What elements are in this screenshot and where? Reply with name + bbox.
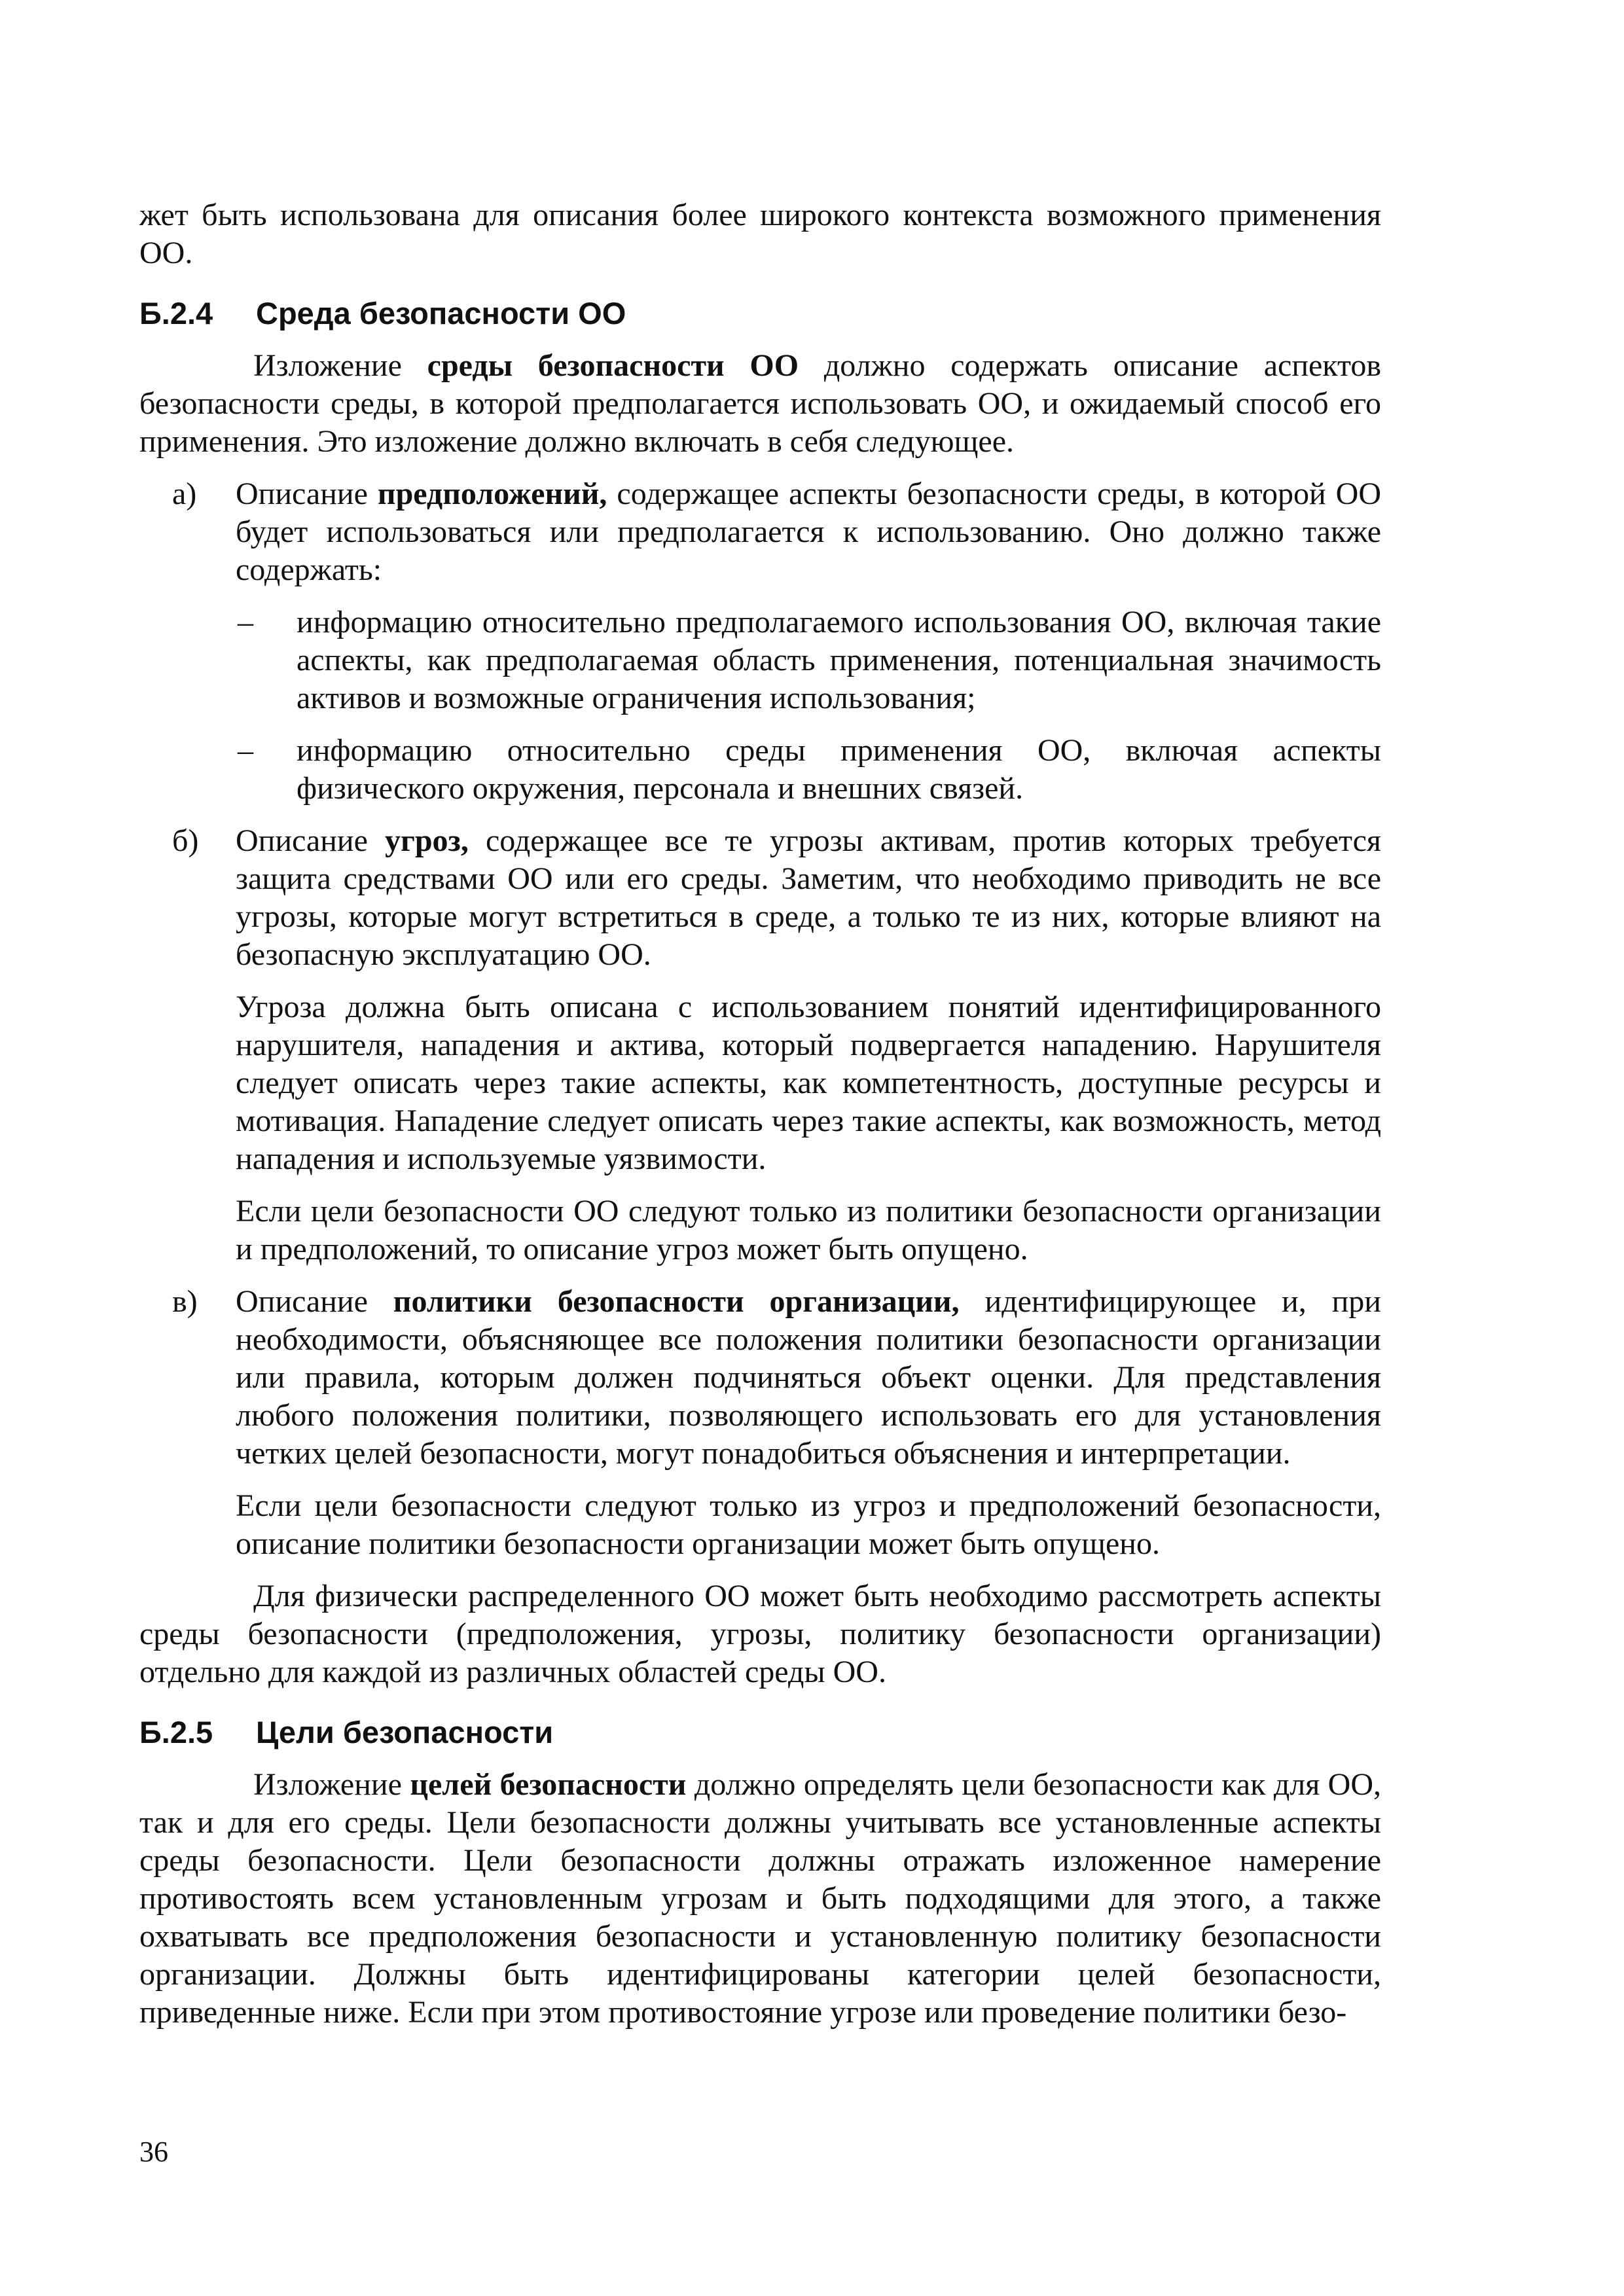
section-heading-b24 — [139, 295, 1381, 332]
bold-term: среды безопасности ОО — [427, 348, 799, 383]
list-item-b-paragraph: Угроза должна быть описана с использованием понятий идентифицированного нарушителя, нападения и актива, который подвергается нападению. Нарушителя следует описать через такие аспекты, как компетентность, доступные ресурсы и мотивация. Нападение следует описать через такие аспекты, как возможность, метод нападения и используемые уязвимости. — [236, 990, 1381, 1176]
paragraph-b24-end: Для физически распределенного ОО может быть необходимо рассмотреть аспекты среды безопасности (предположения, угрозы, политику безопасности организации) отдельно для каждой из различных областей среды ОО. — [139, 1579, 1381, 1689]
bold-term: угроз, — [385, 823, 469, 858]
list-item-text: Описание угроз, содержащее все те угрозы активам, против которых требуется защита средствами ОО или его среды. Заметим, что необходимо приводить не все угрозы, которые могут встретиться в среде, а только те из них, которые влияют на безопасную эксплуатацию ОО. — [236, 823, 1381, 972]
document-body — [139, 196, 1381, 2032]
section-number: Б.2.4 — [139, 296, 213, 331]
dash-list-item — [139, 732, 1381, 808]
section-number: Б.2.5 — [139, 1715, 213, 1749]
list-item-b — [139, 822, 1381, 974]
paragraph-b25-intro: Изложение целей безопасности должно определять цели безопасности как для ОО, так и для его среды. Цели безопасности должны учитывать все установленные аспекты среды безопасности. Цели безопасности должны отражать изложенное намерение противостоять всем установленным угрозам и быть подходящими для этого, а также охватывать все предположения безопасности и установленную политику безопасности организации. Должны быть идентифицированы категории целей безопасности, приведенные ниже. Если при этом противостояние угрозе или проведение политики безо- — [139, 1767, 1382, 2030]
paragraph-b24-intro: Изложение среды безопасности ОО должно содержать описание аспектов безопасности среды, в которой предполагается использовать ОО, и ожидаемый способ его применения. Это изложение должно включать в себя следующее. — [139, 348, 1382, 459]
dash-marker: – — [238, 733, 253, 768]
dash-marker: – — [238, 605, 253, 639]
dash-item-text: информацию относительно среды применения ОО, включая аспекты физического окружения, персонала и внешних связей. — [297, 733, 1381, 806]
page-number: 36 — [139, 2136, 168, 2168]
bold-term: политики безопасности организации, — [393, 1284, 960, 1319]
section-title: Цели безопасности — [256, 1715, 554, 1749]
list-item-b-paragraph: Если цели безопасности ОО следуют только из политики безопасности организации и предположений, то описание угроз может быть опущено. — [236, 1194, 1381, 1266]
list-item-v-paragraph: Если цели безопасности следуют только из угроз и предположений безопасности, описание политики безопасности организации может быть опущено. — [236, 1488, 1381, 1561]
bold-term: целей безопасности — [410, 1767, 687, 1802]
list-marker: а) — [172, 476, 197, 511]
dash-list-item — [139, 603, 1381, 717]
list-item-a — [139, 475, 1381, 589]
section-title: Среда безопасности ОО — [256, 296, 626, 331]
list-item-v — [139, 1283, 1381, 1473]
bold-term: предположений, — [377, 476, 607, 511]
section-heading-b25 — [139, 1713, 1381, 1751]
list-marker: б) — [172, 823, 199, 858]
paragraph-intro-continuation: жет быть использована для описания более широкого контекста возможного применения ОО. — [139, 198, 1381, 270]
list-marker: в) — [172, 1284, 198, 1319]
list-item-text: Описание политики безопасности организации, идентифицирующее и, при необходимости, объясняющее все положения политики безопасности организации или правила, которым должен подчиняться объект оценки. Для представления любого положения политики, позволяющего использовать его для установления четких целей безопасности, могут понадобиться объяснения и интерпретации. — [236, 1284, 1381, 1471]
dash-item-text: информацию относительно предполагаемого использования ОО, включая такие аспекты, как предполагаемая область применения, потенциальная значимость активов и возможные ограничения использования; — [297, 605, 1381, 715]
list-item-text: Описание предположений, содержащее аспекты безопасности среды, в которой ОО будет использоваться или предполагается к использованию. Оно должно также содержать: — [236, 476, 1381, 587]
